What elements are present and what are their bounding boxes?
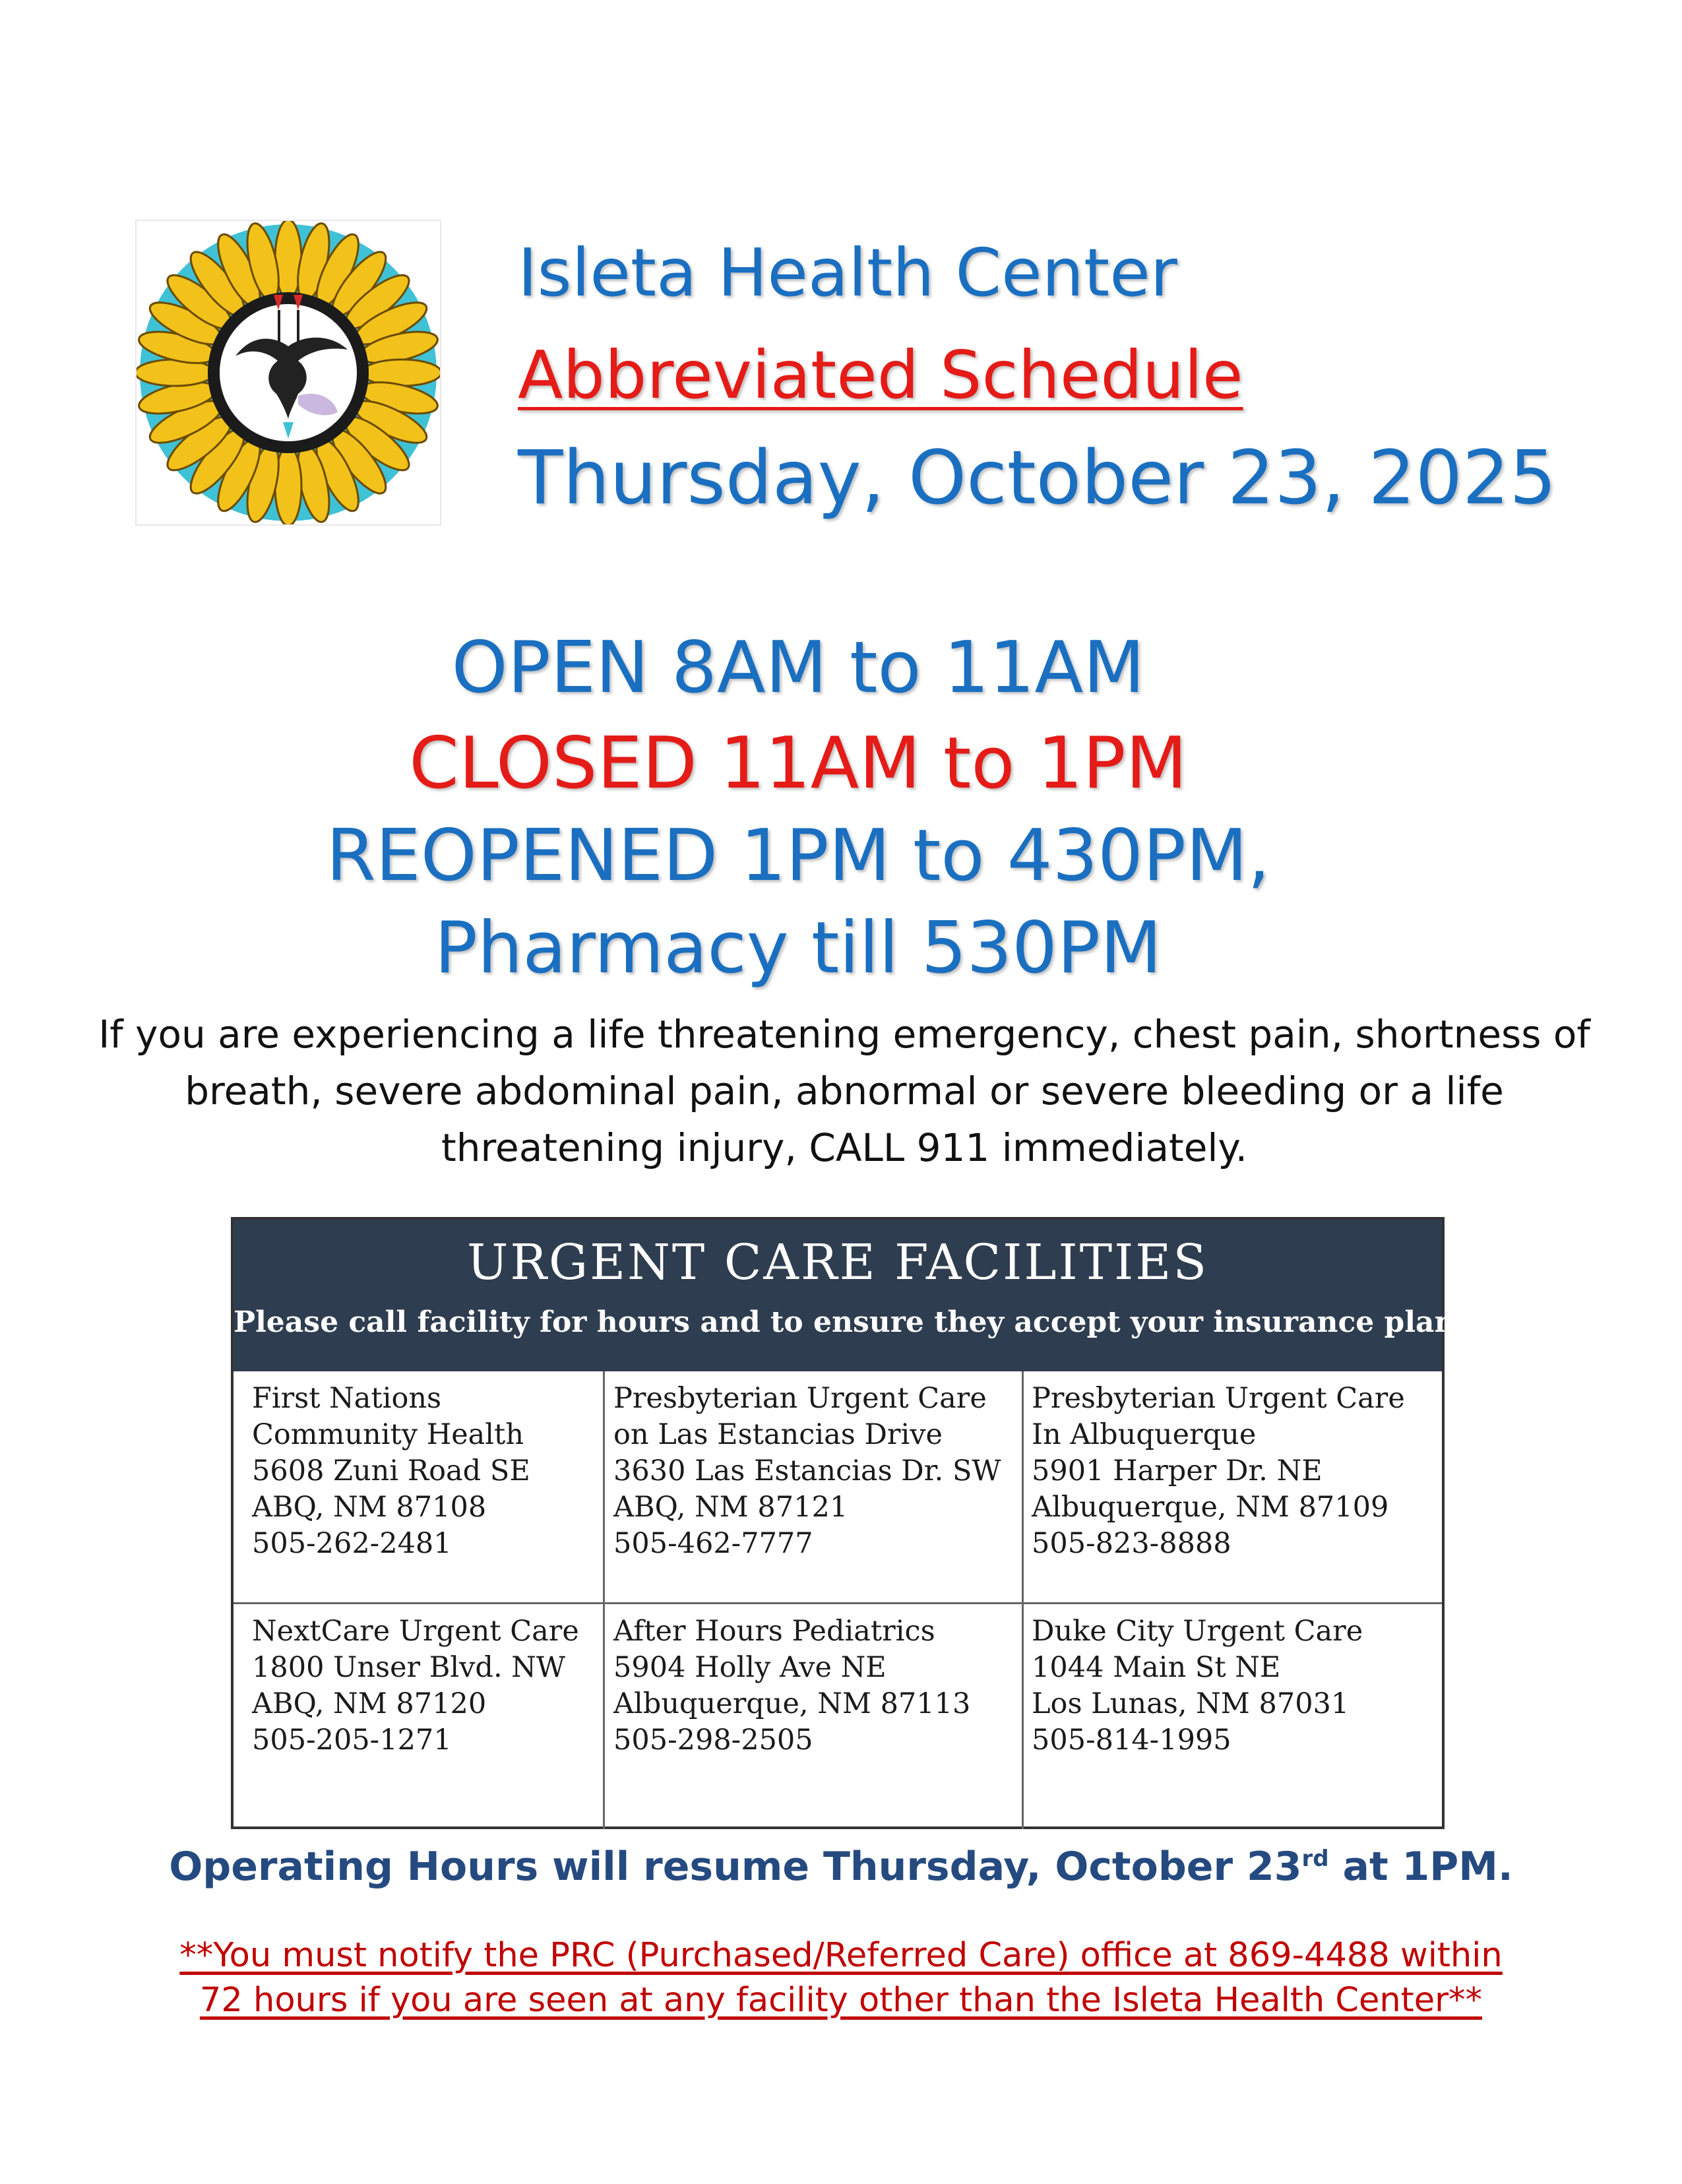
facility-line: After Hours Pediatrics: [613, 1615, 935, 1648]
facility-line: 5901 Harper Dr. NE: [1032, 1454, 1323, 1487]
facility-line: 1800 Unser Blvd. NW: [252, 1651, 566, 1684]
emergency-line: breath, severe abdominal pain, abnormal or severe bleeding or a life: [185, 1069, 1504, 1113]
facility-line: Presbyterian Urgent Care: [613, 1382, 987, 1415]
isleta-pueblo-seal-icon: [137, 221, 440, 524]
facility-cell: [234, 1371, 530, 1562]
facility-phone: 505-205-1271: [252, 1724, 452, 1757]
facility-phone: 505-462-7777: [613, 1527, 813, 1560]
facility-line: ABQ, NM 87121: [613, 1491, 848, 1524]
emergency-line: If you are experiencing a life threatening emergency, chest pain, shortness of: [98, 1012, 1590, 1057]
facility-line: ABQ, NM 87108: [252, 1491, 487, 1524]
facility-line: 1044 Main St NE: [1032, 1651, 1281, 1684]
facility-cell: [234, 1604, 579, 1759]
prc-notice-line: **You must notify the PRC (Purchased/Referred Care) office at 869-4488 within: [179, 1936, 1503, 1975]
facility-line: 5904 Holly Ave NE: [613, 1651, 887, 1684]
facility-cell: [1024, 1371, 1405, 1562]
facility-line: on Las Estancias Drive: [613, 1418, 943, 1451]
table-header: [234, 1220, 1466, 1371]
facility-cell: [605, 1371, 1001, 1562]
table-subtitle: Please call facility for hours and to ensure they accept your insurance plan.: [234, 1305, 1466, 1339]
facility-line: First Nations: [252, 1382, 442, 1415]
schedule-title: Abbreviated Schedule: [518, 336, 1243, 414]
emergency-line: threatening injury, CALL 911 immediately.: [441, 1125, 1248, 1170]
resume-notice: [0, 1844, 1682, 1890]
facility-line: NextCare Urgent Care: [252, 1615, 579, 1648]
emergency-notice: [79, 1006, 1609, 1176]
facility-phone: 505-814-1995: [1032, 1724, 1231, 1757]
table-title: URGENT CARE FACILITIES: [466, 1234, 1209, 1291]
facility-phone: 505-262-2481: [252, 1527, 452, 1560]
facility-line: 5608 Zuni Road SE: [252, 1454, 530, 1487]
hours-open: OPEN 8AM to 11AM: [451, 627, 1145, 709]
facility-line: Community Health: [252, 1418, 524, 1451]
hours-pharmacy: Pharmacy till 530PM: [434, 907, 1162, 989]
facility-line: Duke City Urgent Care: [1032, 1615, 1363, 1648]
facility-line: In Albuquerque: [1032, 1418, 1257, 1451]
center-name: Isleta Health Center: [518, 234, 1177, 311]
facility-line: Presbyterian Urgent Care: [1032, 1382, 1405, 1415]
facility-line: 3630 Las Estancias Dr. SW: [613, 1454, 1001, 1487]
urgent-care-table: [231, 1217, 1466, 1829]
facility-line: ABQ, NM 87120: [252, 1687, 487, 1720]
resume-text: Operating Hours will resume Thursday, October 23: [169, 1844, 1302, 1890]
isleta-seal-logo: [135, 220, 441, 526]
facility-line: Albuquerque, NM 87109: [1032, 1491, 1389, 1524]
facility-cell: [605, 1604, 970, 1759]
facility-cell: [1024, 1604, 1363, 1759]
facility-phone: 505-298-2505: [613, 1724, 813, 1757]
hours-reopened: REOPENED 1PM to 430PM,: [326, 815, 1270, 897]
schedule-date: Thursday, October 23, 2025: [518, 435, 1557, 521]
prc-notice-line: 72 hours if you are seen at any facility other than the Isleta Health Center**: [199, 1981, 1483, 2020]
facility-line: Albuquerque, NM 87113: [613, 1687, 971, 1720]
hours-closed: CLOSED 11AM to 1PM: [409, 722, 1187, 805]
resume-ordinal: rd: [1301, 1846, 1329, 1872]
facility-line: Los Lunas, NM 87031: [1032, 1687, 1350, 1720]
facility-phone: 505-823-8888: [1032, 1527, 1231, 1560]
resume-time: at 1PM.: [1328, 1844, 1513, 1890]
